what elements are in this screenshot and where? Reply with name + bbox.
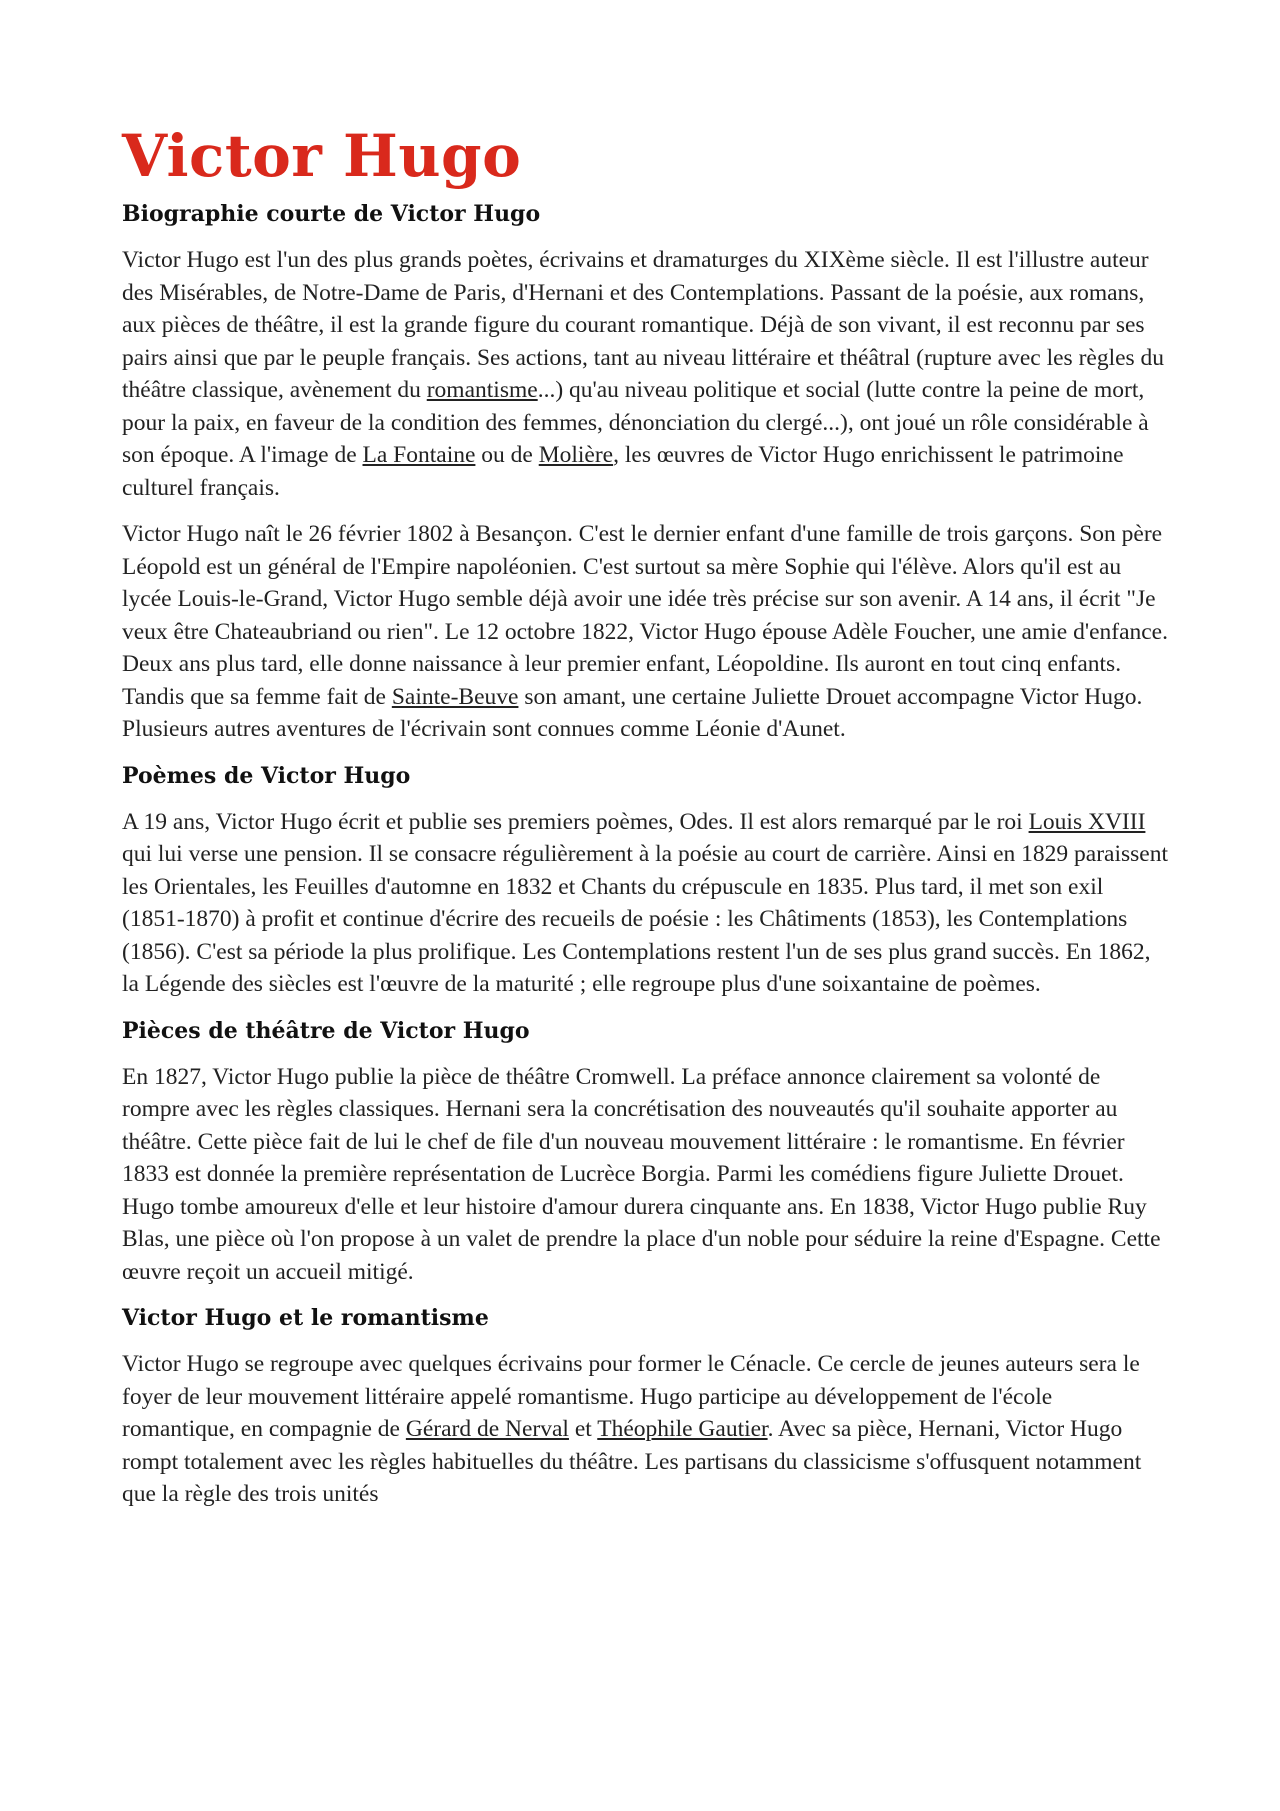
- text-run: Victor Hugo est l'un des plus grands poètes, écrivains et dramaturges du XIXème siècle. Il est l'illustre auteur des Misérables, de Notre-Dame de Paris, d'Hernani et des Contemplations. Passant de la poésie, aux romans, aux pièces de théâtre, il est la grande figure du courant romantique. Déjà de son vivant, il est reconnu par ses pairs ainsi que par le peuple français. Ses actions, tant au niveau littéraire et théâtral (rupture avec les règles du théâtre classique, avènement du: [122, 247, 1165, 403]
- paragraph-romantisme: [122, 1348, 1170, 1511]
- link-theophile-gautier[interactable]: Théophile Gautier: [597, 1416, 768, 1442]
- section-romantisme: [122, 1302, 1170, 1511]
- section-heading-theatre: Pièces de théâtre de Victor Hugo: [122, 1017, 530, 1044]
- section-poems: [122, 760, 1170, 1001]
- text-run: qui lui verse une pension. Il se consacre régulièrement à la poésie au court de carrière. Ainsi en 1829 paraissent les Orientales, les Feuilles d'automne en 1832 et Chants du crépuscule en 1835. Plus tard, il met son exil (1851-1870) à profit et continue d'écrire des recueils de poésie : les Châtiments (1853), les Contemplations (1856). C'est sa période la plus prolifique. Les Contemplations restent l'un de ses plus grand succès. En 1862, la Légende des siècles est l'œuvre de la maturité ; elle regroupe plus d'une soixantaine de poèmes.: [122, 841, 1169, 997]
- page-title: Victor Hugo: [122, 122, 522, 190]
- link-sainte-beuve[interactable]: Sainte-Beuve: [391, 683, 519, 710]
- paragraph-biography-life: [122, 518, 1170, 746]
- section-heading-romantisme: Victor Hugo et le romantisme: [122, 1305, 489, 1331]
- text-run: . Avec sa pièce, Hernani, Victor Hugo rompt totalement avec les règles habituelles du théâtre. Les partisans du classicisme s'offusquent notamment que la règle des trois unités: [122, 1416, 1142, 1507]
- text-run: ou de: [475, 442, 539, 468]
- text-run: et: [568, 1416, 598, 1442]
- link-gerard-de-nerval[interactable]: Gérard de Nerval: [405, 1416, 569, 1442]
- section-heading-poems: Poèmes de Victor Hugo: [122, 762, 411, 789]
- text-run: Victor Hugo se regroupe avec quelques écrivains pour former le Cénacle. Ce cercle de jeunes auteurs sera le foyer de leur mouvement littéraire appelé romantisme. Hugo participe au développement de l'école romantique, en compagnie de: [122, 1351, 1140, 1442]
- text-run: Victor Hugo naît le 26 février 1802 à Besançon. C'est le dernier enfant d'une famille de trois garçons. Son père Léopold est un général de l'Empire napoléonien. C'est surtout sa mère Sophie qui l'élève. Alors qu'il est au lycée Louis-le-Grand, Victor Hugo semble déjà avoir une idée très précise sur son avenir. A 14 ans, il écrit "Je veux être Chateaubriand ou rien". Le 12 octobre 1822, Victor Hugo épouse Adèle Foucher, une amie d'enfance. Deux ans plus tard, elle donne naissance à leur premier enfant, Léopoldine. Ils auront en tout cinq enfants. Tandis que sa femme fait de: [122, 521, 1168, 710]
- section-biography: [122, 198, 1170, 746]
- section-theatre: [122, 1015, 1170, 1289]
- link-la-fontaine[interactable]: La Fontaine: [362, 442, 476, 468]
- link-louis-xviii[interactable]: Louis XVIII: [1028, 808, 1146, 835]
- paragraph-poems: [122, 806, 1170, 1001]
- link-romantisme[interactable]: romantisme: [426, 377, 538, 403]
- paragraph-biography-intro: [122, 244, 1170, 504]
- text-run: son amant, une certaine Juliette Drouet accompagne Victor Hugo. Plusieurs autres aventures de l'écrivain sont connues comme Léonie d'Aunet.: [122, 683, 1143, 742]
- paragraph-theatre: En 1827, Victor Hugo publie la pièce de théâtre Cromwell. La préface annonce clairement sa volonté de rompre avec les règles classiques. Hernani sera la concrétisation des nouveautés qu'il souhaite apporter au théâtre. Cette pièce fait de lui le chef de file d'un nouveau mouvement littéraire : le romantisme. En février 1833 est donnée la première représentation de Lucrèce Borgia. Parmi les comédiens figure Juliette Drouet. Hugo tombe amoureux d'elle et leur histoire d'amour durera cinquante ans. En 1838, Victor Hugo publie Ruy Blas, une pièce où l'on propose à un valet de prendre la place d'un noble pour séduire la reine d'Espagne. Cette œuvre reçoit un accueil mitigé.: [122, 1063, 1161, 1285]
- text-run: ...) qu'au niveau politique et social (lutte contre la peine de mort, pour la paix, en faveur de la condition des femmes, dénonciation du clergé...), ont joué un rôle considérable à son époque. A l'image de: [122, 377, 1149, 468]
- text-run: , les œuvres de Victor Hugo enrichissent le patrimoine culturel français.: [122, 442, 1124, 501]
- section-heading-biography: Biographie courte de Victor Hugo: [122, 201, 541, 227]
- link-moliere[interactable]: Molière: [538, 442, 614, 468]
- text-run: A 19 ans, Victor Hugo écrit et publie ses premiers poèmes, Odes. Il est alors remarqué par le roi: [122, 808, 1029, 835]
